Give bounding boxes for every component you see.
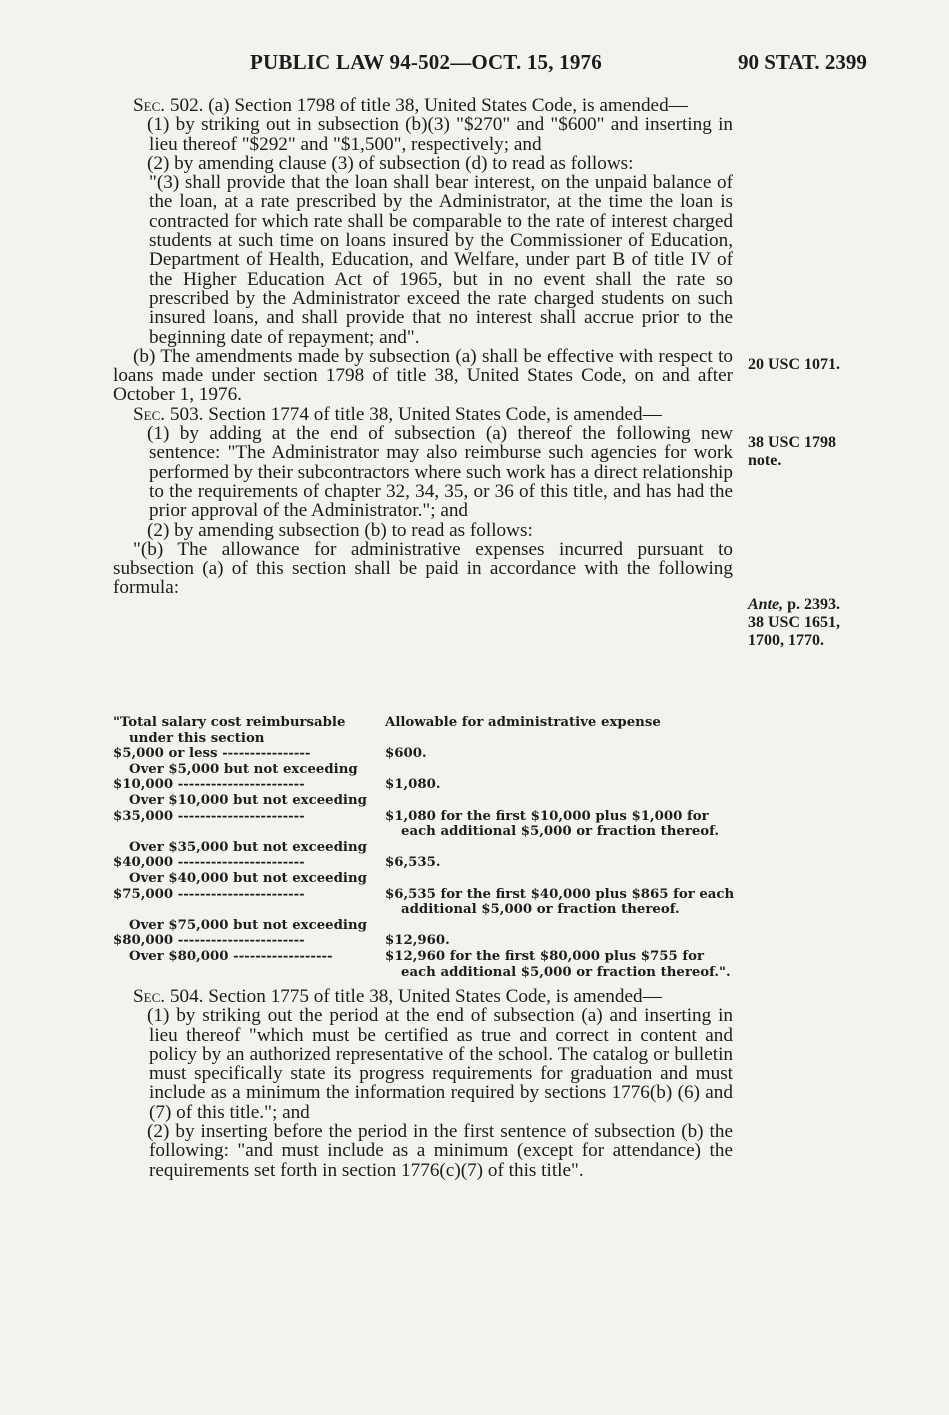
salary-range-label: Over $10,000 but not exceeding: [129, 792, 367, 808]
table-row: [113, 793, 738, 840]
salary-range-value: $80,000 -----------------------: [113, 933, 305, 949]
salary-range-label: Over $40,000 but not exceeding: [129, 870, 367, 886]
allowance-value: $1,080.: [385, 777, 441, 793]
body-section-502-503: [113, 96, 733, 598]
sec503-lead: Sec. 503. Section 1774 of title 38, United States Code, is amended—: [133, 403, 662, 425]
sec504-clause-2: (2) by inserting before the period in the first sentence of subsection (b) the following: "and must include as a minimum (except for attendance) the requirements set forth in section 1776(c)(7) of this title".: [147, 1121, 733, 1181]
sec502-clause-2: (2) by amending clause (3) of subsection (d) to read as follows:: [147, 152, 634, 174]
allowance-value-cont: each additional $5,000 or fraction thereof.".: [401, 964, 731, 980]
table-row: [113, 762, 738, 793]
margin-note-20usc1071: 20 USC 1071.: [748, 356, 841, 373]
allowance-table: [113, 715, 738, 980]
salary-range-value: $40,000 -----------------------: [113, 855, 305, 871]
allowance-value: $12,960 for the first $80,000 plus $755 for: [385, 948, 704, 964]
allowance-value: $6,535.: [385, 855, 441, 871]
sec502-a: Sec. 502. (a) Section 1798 of title 38, United States Code, is amended—: [133, 95, 688, 116]
page-header-title: PUBLIC LAW 94-502—OCT. 15, 1976: [250, 50, 602, 74]
table-row: [113, 871, 738, 918]
table-row: [113, 918, 738, 949]
sec503-clause-1: (1) by adding at the end of subsection (a) thereof the following new sentence: "The Administrator may also reimburse such agencies for work performed by their subcontractors where such work has a direct relationship to the requirements of chapter 32, 34, 35, or 36 of this title, and has had the prior approval of the Administrator."; and: [147, 423, 733, 522]
margin-note-ante: Ante, p. 2393. 38 USC 1651, 1700, 1770.: [748, 596, 841, 649]
allowance-value: $600.: [385, 746, 427, 762]
sec503-b-text: "(b) The allowance for administrative expenses incurred pursuant to subsection (a) of this section shall be paid in accordance with the following formula:: [113, 538, 733, 599]
page-header-stat: 90 STAT. 2399: [738, 50, 867, 74]
allowance-value-cont: additional $5,000 or fraction thereof.: [401, 902, 680, 918]
margin-note-38usc1798: 38 USC 1798 note.: [748, 434, 837, 469]
salary-range-value: $35,000 -----------------------: [113, 808, 305, 824]
sec502-clause-3-text: "(3) shall provide that the loan shall bear interest, on the unpaid balance of the loan, at a rate prescribed by the Administrator, at the time the loan is contracted for which rate shall be comparable to the rate of interest charged students at such time on loans insured by the Commissioner of Education, Department of Health, Education, and Welfare, under part B of title IV of the Higher Education Act of 1965, but in no event shall the rate so prescribed by the Administrator exceed the rate charged students on such insured loans, and shall provide that no interest shall accrue prior to the beginning date of repayment; and".: [149, 172, 733, 348]
salary-range-value: $10,000 -----------------------: [113, 777, 305, 793]
salary-range-value: $75,000 -----------------------: [113, 886, 305, 902]
sec504-clause-1: (1) by striking out the period at the end of subsection (a) and inserting in lieu thereof "which must be certified as true and correct in content and policy by an authorized representative of the school. The catalog or bulletin must specifically state its progress requirements for graduation and must include as a minimum the information required by sections 1776(b) (6) and (7) of this title."; and: [147, 1005, 733, 1123]
sec502-clause-1: (1) by striking out in subsection (b)(3) "$270" and "$600" and inserting in lieu thereof "$292" and "$1,500", respectively; and: [147, 114, 733, 155]
table-row: [113, 949, 738, 980]
allowance-value: $12,960.: [385, 933, 450, 949]
allowance-value-cont: each additional $5,000 or fraction thereof.: [401, 824, 720, 840]
body-section-504: [113, 987, 733, 1180]
sec502-b: (b) The amendments made by subsection (a) shall be effective with respect to loans made under section 1798 of title 38, United States Code, on and after October 1, 1976.: [113, 345, 733, 406]
table-header-col2: Allowable for administrative expense: [385, 715, 661, 730]
salary-range-label: Over $75,000 but not exceeding: [129, 917, 367, 933]
allowance-value: $1,080 for the first $10,000 plus $1,000 for: [385, 808, 709, 824]
salary-range-label: Over $35,000 but not exceeding: [129, 839, 367, 855]
salary-range-value: $5,000 or less ----------------: [113, 746, 311, 762]
sec503-clause-2: (2) by amending subsection (b) to read as follows:: [147, 519, 533, 541]
salary-range-value: Over $80,000 ------------------: [129, 948, 333, 964]
salary-range-label: Over $5,000 but not exceeding: [129, 761, 358, 777]
sec-label: Sec.: [133, 95, 166, 116]
table-row: [113, 840, 738, 871]
sec-label: Sec.: [133, 986, 166, 1007]
table-header-row: "Total salary cost reimbursable under this section Allowable for administrative expense: [113, 715, 738, 746]
table-header-col1: "Total salary cost reimbursable: [113, 715, 346, 730]
allowance-value: $6,535 for the first $40,000 plus $865 for each: [385, 886, 735, 902]
sec-label: Sec.: [133, 403, 166, 425]
sec504-lead: Sec. 504. Section 1775 of title 38, United States Code, is amended—: [133, 986, 662, 1007]
table-body: [113, 746, 738, 980]
table-row: [113, 746, 738, 762]
